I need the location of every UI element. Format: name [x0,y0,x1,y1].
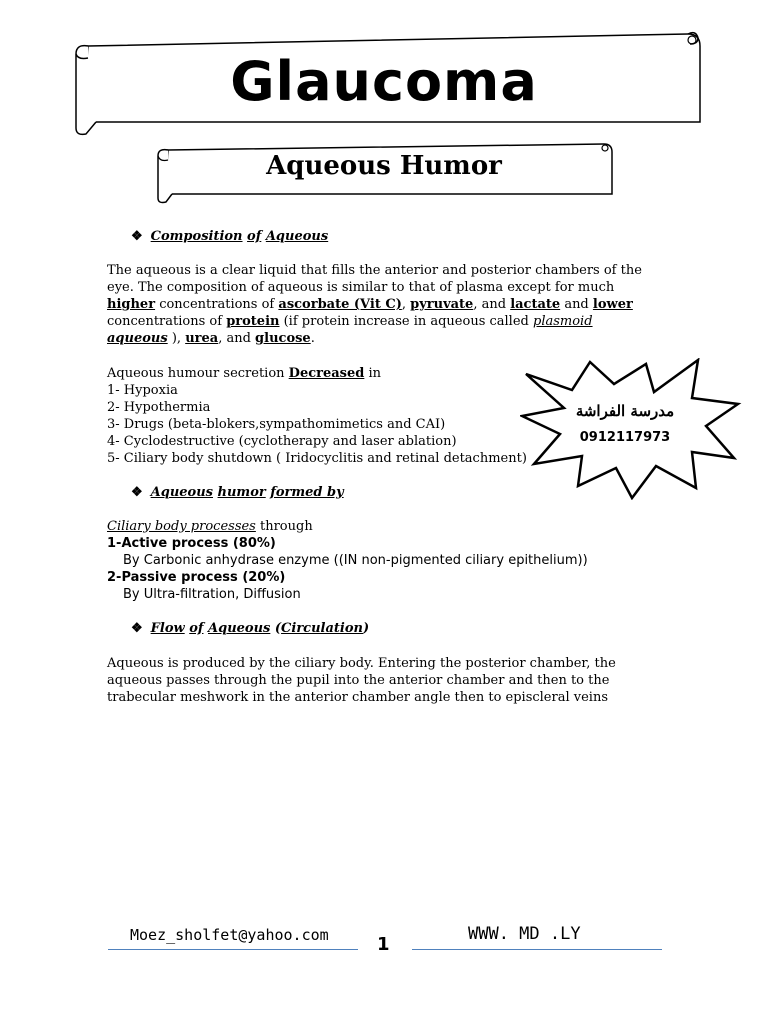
term-higher: higher [107,297,156,312]
heading-word: Aqueous [208,621,271,636]
text-fragment: ), [171,331,182,346]
paragraph-line [107,330,647,347]
text-fragment: through [260,519,313,534]
list-item: 5- Ciliary body shutdown ( Iridocyclitis and retinal detachment) [107,451,527,466]
paragraph-line: aqueous passes through the pupil into the anterior chamber and then to the [107,673,610,688]
paragraph-line: trabecular meshwork in the anterior chamber angle then to episcleral veins [107,690,608,705]
list-item: 4- Cyclodestructive (cyclotherapy and laser ablation) [107,434,457,449]
heading-word: Circulation [281,621,363,636]
heading-word: Aqueous [265,229,329,244]
diamond-bullet-icon: ❖ [131,485,143,500]
page-title: Glaucoma [230,50,538,113]
paragraph-line: Aqueous is produced by the ciliary body. Entering the posterior chamber, the [107,656,616,671]
passive-process-desc: By Ultra-filtration, Diffusion [123,587,301,602]
text-fragment: , and [218,331,251,346]
term-pyruvate: pyruvate [410,297,474,312]
page-number: 1 [377,934,390,955]
section-formed-by-heading [131,485,344,500]
active-process: 1-Active process (80%) [107,536,276,551]
paragraph-line [107,313,647,330]
term-protein: protein [226,314,280,329]
term-lower: lower [592,297,633,312]
text-fragment: ( [274,621,282,636]
text-fragment: Aqueous humour secretion [107,366,285,381]
active-process-desc: By Carbonic anhydrase enzyme ((IN non-pigmented ciliary epithelium)) [123,553,588,568]
term-glucose: glucose [255,331,311,346]
footer-email[interactable]: Moez_sholfet@yahoo.com [130,926,329,944]
heading-word: of [247,229,262,244]
text-fragment: concentrations of [159,297,275,312]
term-ascorbate: ascorbate (Vit C) [278,297,402,312]
diamond-bullet-icon: ❖ [131,621,143,636]
heading-word: Aqueous [150,485,213,500]
composition-paragraph [107,262,647,347]
formed-intro [107,518,667,535]
heading-word: of [189,621,204,636]
text-fragment: in [368,366,382,381]
list-item: 1- Hypoxia [107,383,178,398]
diamond-bullet-icon: ❖ [131,229,143,244]
list-item: 2- Hypothermia [107,400,211,415]
paragraph-line: eye. The composition of aqueous is similar to that of plasma except for much [107,280,615,295]
heading-word: humor [217,485,266,500]
paragraph-line: The aqueous is a clear liquid that fills the anterior and posterior chambers of the [107,263,642,278]
heading-word: formed by [270,485,344,500]
heading-word: Composition [150,229,243,244]
term-lactate: lactate [510,297,561,312]
term-ciliary: Ciliary body processes [107,519,256,534]
list-item: 3- Drugs (beta-blokers,sympathomimetics and CAI) [107,417,446,432]
section-composition-heading [131,229,328,244]
term-plasmoid: plasmoid [533,314,593,329]
term-urea: urea [185,331,219,346]
text-fragment: , and [473,297,507,312]
text-fragment: ) [362,621,370,636]
term-aqueous: aqueous [107,331,168,346]
footer-left-line [108,949,358,950]
stamp-phone: 0912117973 [579,430,671,445]
term-decreased: Decreased [288,366,365,381]
decreased-list [107,365,547,467]
page-subtitle: Aqueous Humor [266,151,502,181]
formed-by-content [107,518,667,603]
text-fragment: . [310,331,315,346]
text-fragment: and [564,297,589,312]
starburst-stamp-icon [520,358,745,500]
text-fragment: (if protein increase in aqueous called [283,314,529,329]
text-fragment: concentrations of [107,314,223,329]
decreased-intro [107,365,547,382]
stamp-arabic-text: مدرسة الفراشة [575,402,675,420]
passive-process: 2-Passive process (20%) [107,570,286,585]
heading-word: Flow [150,621,185,636]
footer-website[interactable]: WWW. MD .LY [468,924,581,944]
flow-paragraph [107,655,667,706]
footer-right-line [412,949,662,950]
paragraph-line: higher concentrations of ascorbate (Vit C), pyruvate, and lactate and lower [107,297,633,312]
section-flow-heading [131,621,369,636]
